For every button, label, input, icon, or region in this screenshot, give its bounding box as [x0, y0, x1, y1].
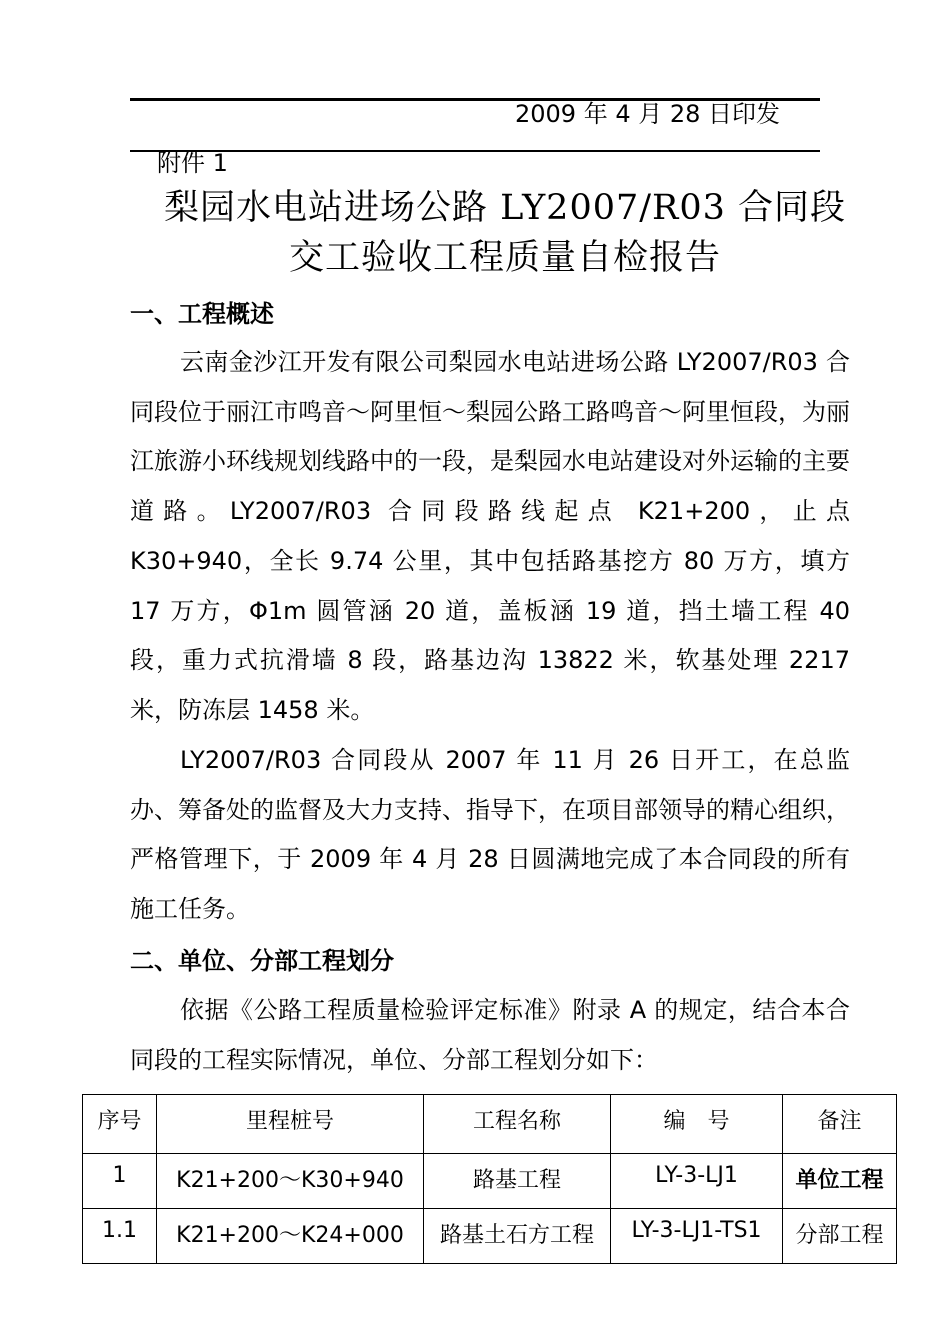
section-1-paragraph-1: 云南金沙江开发有限公司梨园水电站进场公路 LY2007/R03 合同段位于丽江市鸣音～阿里恒～梨园公路工路鸣音～阿里恒段，为丽江旅游小环线规划线路中的一段，是梨园水电站建设对外运输的主要道路。LY2007/R03 合同段路线起点 K21+200，止点 K30+940，全长 9.74 公里，其中包括路基挖方 80 万方，填方 17 万方，Φ1m 圆管涵 20 道，盖板涵 19 道，挡土墙工程 40 段，重力式抗滑墙 8 段，路基边沟 13822 米，软基处理 2217 米，防冻层 1458 米。	[130, 348, 850, 724]
report-title-line-2: 交工验收工程质量自检报告	[288, 238, 721, 278]
section-1-paragraph-2: LY2007/R03 合同段从 2007 年 11 月 26 日开工，在总监办、筹备处的监督及大力支持、指导下，在项目部领导的精心组织，严格管理下，于 2009 年 4 月 28 日圆满地完成了本合同段的所有施工任务。	[130, 746, 850, 924]
table-cell: K21+200～K24+000	[157, 1209, 424, 1264]
header-cell-remark: 备注	[783, 1095, 897, 1154]
section-2-paragraph-1: 依据《公路工程质量检验评定标准》附录 A 的规定，结合本合同段的工程实际情况，单位、分部工程划分如下：	[130, 996, 850, 1074]
table-cell: 分部工程	[783, 1209, 897, 1264]
table-cell: LY-3-LJ1	[611, 1154, 783, 1209]
issue-date: 2009 年 4 月 28 日印发	[515, 100, 781, 128]
table-cell: 路基土石方工程	[424, 1209, 611, 1264]
table-row	[83, 1154, 897, 1209]
header-cell-project-name: 工程名称	[424, 1095, 611, 1154]
table-cell: 单位工程	[783, 1154, 897, 1209]
header-cell-index: 序号	[83, 1095, 157, 1154]
table-cell: K21+200～K30+940	[157, 1154, 424, 1209]
header-cell-code: 编 号	[611, 1095, 783, 1154]
section-1-heading: 一、工程概述	[130, 300, 274, 328]
header-cell-chainage: 里程桩号	[157, 1095, 424, 1154]
bottom-rule	[130, 150, 820, 152]
division-table	[82, 1094, 897, 1264]
section-2-heading: 二、单位、分部工程划分	[130, 947, 394, 975]
table-cell: 1	[83, 1154, 157, 1209]
table-header-row	[83, 1095, 897, 1154]
attachment-label: 附件 1	[157, 149, 228, 177]
report-title-line-1: 梨园水电站进场公路 LY2007/R03 合同段	[163, 188, 847, 228]
table-cell: 1.1	[83, 1209, 157, 1264]
table-cell: LY-3-LJ1-TS1	[611, 1209, 783, 1264]
table-row	[83, 1209, 897, 1264]
table-cell: 路基工程	[424, 1154, 611, 1209]
